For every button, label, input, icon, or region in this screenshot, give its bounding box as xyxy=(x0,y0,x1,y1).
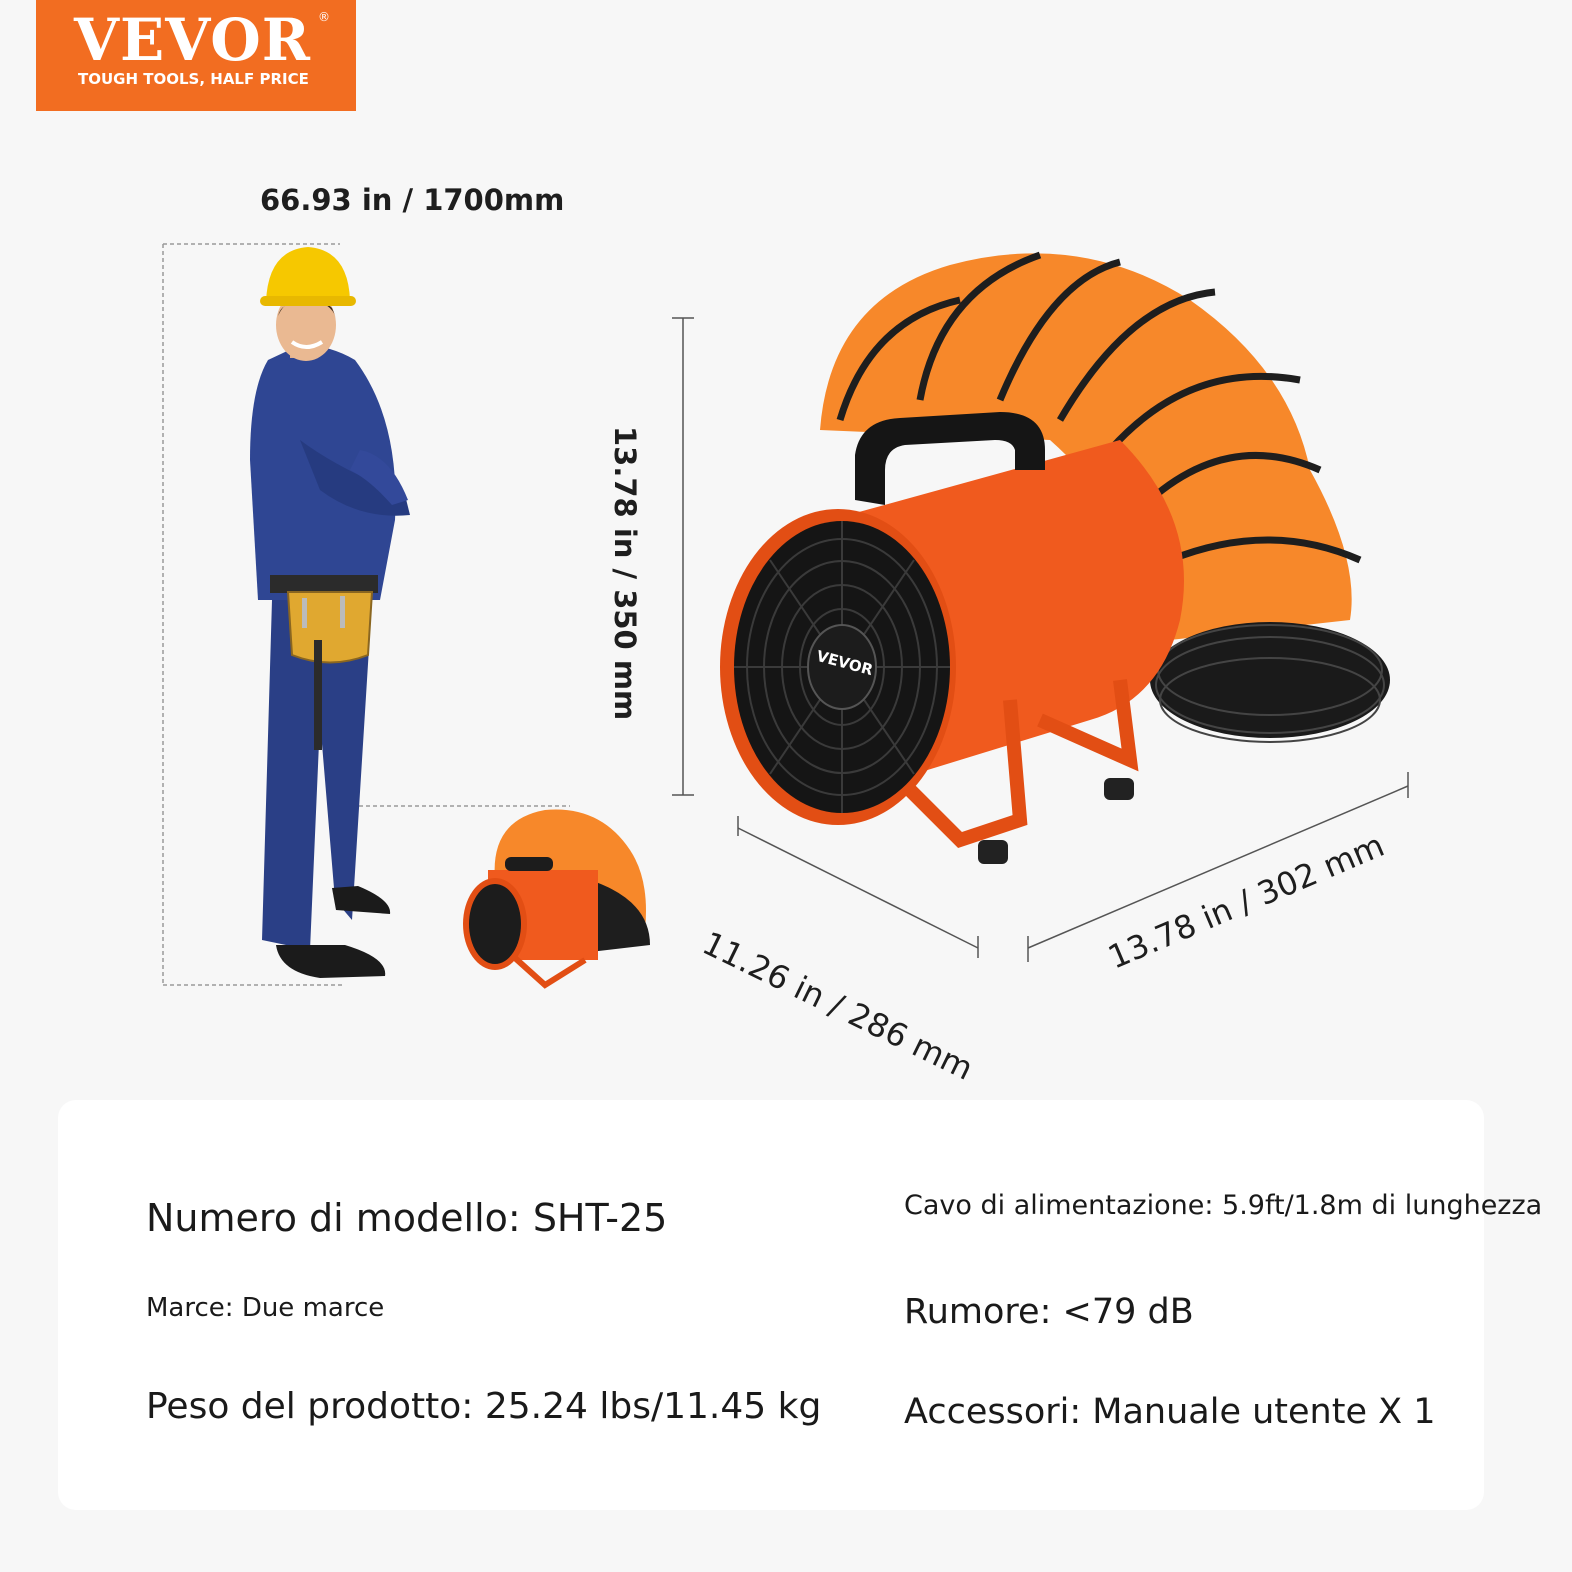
spec-weight-value: 25.24 lbs/11.45 kg xyxy=(484,1386,822,1427)
spec-model-value: SHT-25 xyxy=(532,1196,668,1240)
spec-cable-value: 5.9ft/1.8m di lunghezza xyxy=(1222,1190,1543,1221)
fan-height-line xyxy=(672,318,694,795)
spec-accessories-label: Accessori: xyxy=(904,1392,1082,1432)
spec-gears-label: Marce: xyxy=(146,1293,234,1323)
spec-noise xyxy=(904,1292,1194,1332)
worker-figure xyxy=(250,247,410,978)
spec-cable-label: Cavo di alimentazione: xyxy=(904,1190,1214,1221)
fan-depth-label: 11.26 in / 286 mm xyxy=(696,923,980,1088)
logo-registered-mark: ® xyxy=(318,10,330,24)
spec-card xyxy=(58,1100,1543,1510)
fan-brand-badge: VEVOR xyxy=(814,646,875,680)
spec-cable xyxy=(904,1190,1542,1221)
small-fan-illustration xyxy=(463,810,650,986)
spec-weight-label: Peso del prodotto: xyxy=(146,1386,474,1427)
logo-wordmark: VEVOR xyxy=(74,6,311,74)
spec-gears xyxy=(146,1293,384,1323)
spec-weight xyxy=(146,1386,821,1427)
spec-accessories xyxy=(904,1392,1436,1432)
spec-gears-value: Due marce xyxy=(241,1293,385,1323)
spec-accessories-value: Manuale utente X 1 xyxy=(1092,1392,1436,1432)
spec-model-label: Numero di modello: xyxy=(146,1196,521,1240)
person-height-label: 66.93 in / 1700mm xyxy=(260,183,565,217)
logo-tagline: TOUGH TOOLS, HALF PRICE xyxy=(78,70,309,88)
fan-width-label: 13.78 in / 302 mm xyxy=(1102,825,1390,977)
spec-model xyxy=(146,1196,667,1240)
spec-noise-label: Rumore: xyxy=(904,1292,1052,1332)
large-fan-illustration xyxy=(720,253,1390,864)
fan-height-label: 13.78 in / 350 mm xyxy=(608,426,642,721)
spec-noise-value: <79 dB xyxy=(1062,1292,1194,1332)
